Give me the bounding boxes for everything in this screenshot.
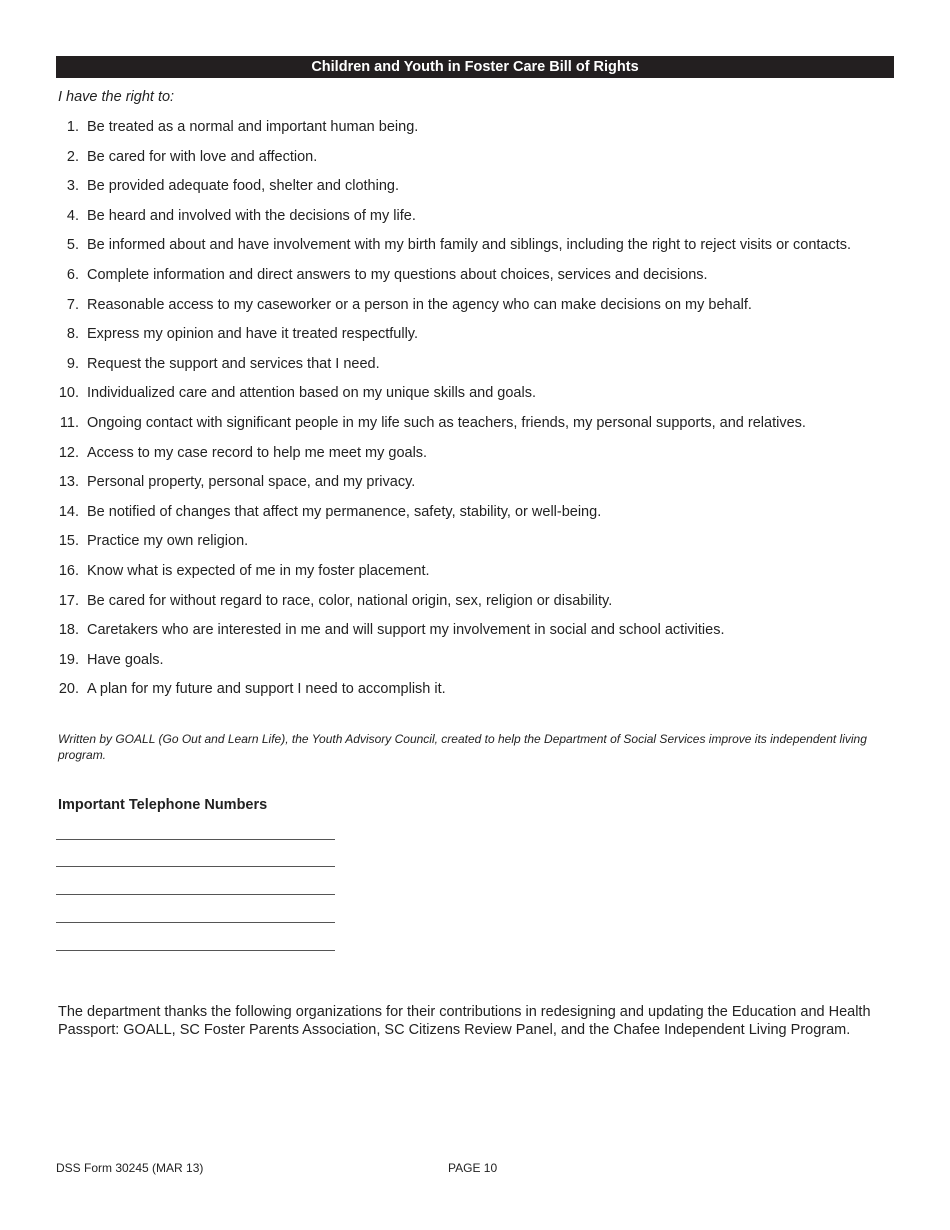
item-text: Be cared for without regard to race, color, national origin, sex, religion or disability.	[87, 592, 613, 609]
item-number: 5.	[66, 237, 79, 254]
item-text: Express my opinion and have it treated respectfully.	[87, 326, 418, 343]
item-number: 2.	[66, 148, 79, 165]
rights-list	[56, 118, 886, 710]
item-number: 15.	[58, 533, 79, 550]
list-item	[56, 207, 886, 225]
list-item	[56, 680, 886, 698]
item-text: Personal property, personal space, and my privacy.	[87, 474, 416, 491]
item-number: 12.	[58, 444, 79, 461]
list-item	[56, 444, 886, 462]
item-number: 8.	[66, 326, 79, 343]
item-text: Request the support and services that I need.	[87, 355, 380, 372]
phone-number-line[interactable]	[56, 839, 335, 840]
list-item	[56, 325, 886, 343]
item-number: 1.	[66, 119, 79, 135]
item-text: Be provided adequate food, shelter and clothing.	[87, 178, 399, 195]
list-item	[56, 562, 886, 580]
item-text: Ongoing contact with significant people in my life such as teachers, friends, my personal supports, and relatives.	[87, 414, 806, 431]
list-item	[56, 651, 886, 669]
list-item	[56, 177, 886, 195]
item-text: A plan for my future and support I need to accomplish it.	[87, 681, 446, 698]
list-item	[56, 532, 886, 550]
item-text: Be treated as a normal and important human being.	[87, 119, 419, 135]
list-item	[56, 414, 886, 432]
document-title: Children and Youth in Foster Care Bill of Rights	[56, 56, 894, 78]
authorship-note: Written by GOALL (Go Out and Learn Life), the Youth Advisory Council, created to help the Department of Social Services improve its independent living program.	[58, 732, 867, 762]
item-number: 18.	[58, 622, 79, 639]
item-text: Reasonable access to my caseworker or a person in the agency who can make decisions on my behalf.	[87, 296, 752, 313]
item-number: 20.	[58, 681, 79, 698]
item-number: 16.	[58, 562, 79, 579]
list-item	[56, 118, 886, 136]
page-number: PAGE 10	[448, 1161, 498, 1175]
item-text: Be cared for with love and affection.	[87, 148, 318, 165]
list-item	[56, 236, 886, 254]
list-item	[56, 355, 886, 373]
item-number: 19.	[58, 651, 79, 668]
rights-intro: I have the right to:	[58, 89, 175, 105]
list-item	[56, 296, 886, 314]
item-number: 9.	[66, 355, 79, 372]
phone-numbers-heading: Important Telephone Numbers	[58, 797, 268, 813]
item-number: 14.	[58, 503, 79, 520]
item-number: 6.	[66, 266, 79, 283]
list-item	[56, 592, 886, 610]
item-number: 10.	[58, 385, 79, 402]
list-item	[56, 148, 886, 166]
acknowledgement-paragraph: The department thanks the following organizations for their contributions in redesigning and updating the Education and Health Passport: GOALL, SC Foster Parents Association, SC Citizens Review Panel, and the Chafee Independent Living Program.	[58, 1004, 871, 1038]
list-item	[56, 473, 886, 491]
item-text: Know what is expected of me in my foster placement.	[87, 562, 430, 579]
item-text: Caretakers who are interested in me and will support my involvement in social and school activities.	[87, 622, 725, 639]
item-number: 3.	[66, 178, 79, 195]
phone-number-line[interactable]	[56, 950, 335, 951]
list-item	[56, 384, 886, 402]
item-text: Practice my own religion.	[87, 533, 249, 550]
list-item	[56, 621, 886, 639]
list-item	[56, 266, 886, 284]
item-number: 7.	[66, 296, 79, 313]
item-text: Be notified of changes that affect my permanence, safety, stability, or well-being.	[87, 503, 602, 520]
list-item	[56, 503, 886, 521]
item-number: 11.	[59, 414, 79, 431]
item-text: Individualized care and attention based on my unique skills and goals.	[87, 385, 536, 402]
item-text: Have goals.	[87, 651, 164, 668]
item-number: 13.	[58, 474, 79, 491]
item-text: Be informed about and have involvement with my birth family and siblings, including the right to reject visits or contacts.	[87, 237, 852, 254]
item-text: Be heard and involved with the decisions of my life.	[87, 207, 416, 224]
phone-number-line[interactable]	[56, 866, 335, 867]
phone-number-line[interactable]	[56, 922, 335, 923]
form-identifier: DSS Form 30245 (MAR 13)	[56, 1161, 204, 1175]
phone-number-line[interactable]	[56, 894, 335, 895]
item-number: 17.	[58, 592, 79, 609]
item-text: Complete information and direct answers to my questions about choices, services and decisions.	[87, 266, 708, 283]
item-number: 4.	[66, 207, 79, 224]
item-text: Access to my case record to help me meet my goals.	[87, 444, 428, 461]
